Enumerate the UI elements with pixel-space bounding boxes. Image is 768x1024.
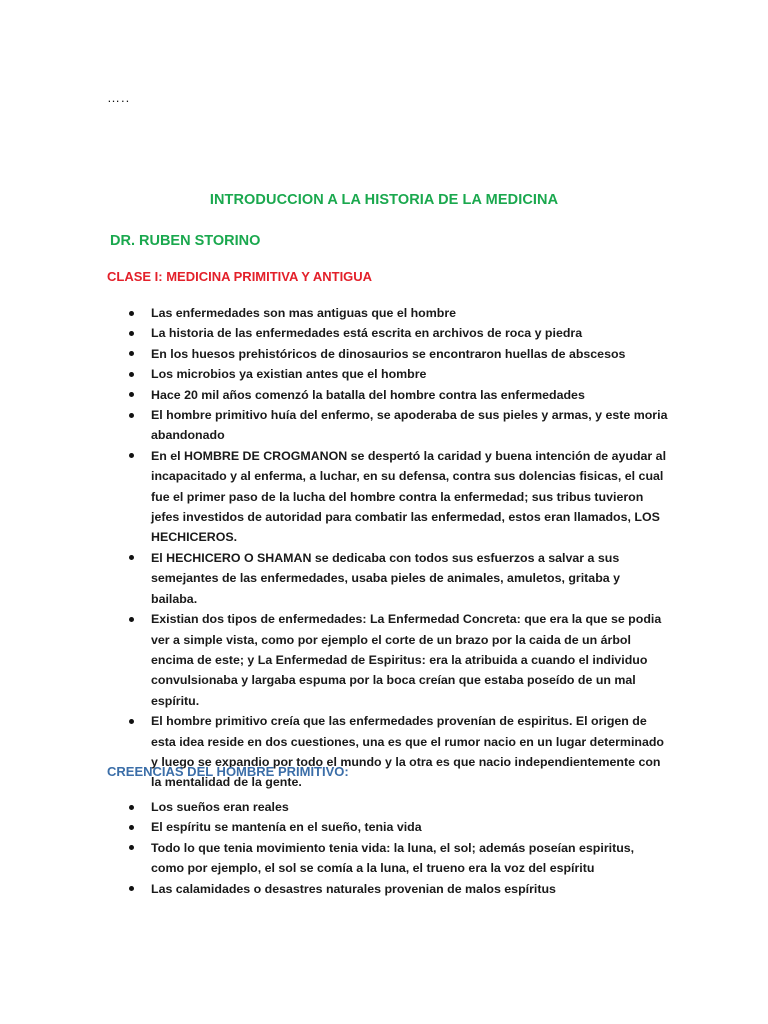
- bullet-list-creencias: [128, 797, 668, 899]
- list-item: [128, 879, 668, 899]
- bullet-icon: [129, 331, 134, 336]
- list-item: [128, 548, 668, 609]
- list-item-text: Las calamidades o desastres naturales provenian de malos espíritus: [151, 881, 556, 896]
- list-item-text: Las enfermedades son mas antiguas que el hombre: [151, 306, 457, 320]
- bullet-icon: [129, 555, 134, 560]
- list-item-text: Todo lo que tenia movimiento tenia vida: la luna, el sol; además poseían espiritus, como por ejemplo, el sol se comía a la luna, el trueno era la voz del espíritu: [151, 840, 635, 876]
- bullet-icon: [129, 845, 134, 850]
- bullet-icon: [129, 392, 134, 397]
- list-item: [128, 344, 668, 364]
- list-item: [128, 446, 668, 548]
- list-item: [128, 385, 668, 405]
- list-item: [128, 711, 668, 793]
- author-name: DR. RUBEN STORINO: [110, 233, 261, 249]
- list-item: [128, 323, 668, 343]
- list-item-text: En el HOMBRE DE CROGMANON se despertó la caridad y buena intención de ayudar al incapacitado y al enferma, a luchar, en su defensa, contra sus dolencias fisicas, el cual fue el primer paso de la lucha del hombre contra la enfermedad; sus tribus tuvieron jefes investidos de autoridad para combatir las enfermedad, estos eran llamados, LOS HECHICEROS.: [151, 448, 667, 545]
- bullet-list-medicina-primitiva: [128, 303, 668, 793]
- list-item-text: El hombre primitivo creía que las enfermedades provenían de espiritus. El origen de esta idea reside en dos cuestiones, una es que el rumor nacio en un lugar determinado y luego se expandio por todo el mundo y la otra es que nacio independientemente con la mentalidad de la gente.: [151, 714, 664, 790]
- list-item-text: Existian dos tipos de enfermedades: La Enfermedad Concreta: que era la que se podia ver a simple vista, como por ejemplo el corte de un brazo por la caida de un árbol encima de este; y La Enfermedad de Espiritus: era la atribuida a cuando el individuo convulsionaba y largaba espuma por la boca creían que estaba poseído de un mal espíritu.: [151, 612, 662, 708]
- list-item-text: El HECHICERO O SHAMAN se dedicaba con todos sus esfuerzos a salvar a sus semejantes de las enfermedades, usaba pieles de animales, amuletos, gritaba y bailaba.: [151, 550, 620, 606]
- ellipsis-text: …..: [107, 90, 131, 105]
- bullet-icon: [129, 825, 134, 830]
- bullet-icon: [129, 805, 134, 810]
- list-item: [128, 817, 668, 837]
- section-heading-creencias: CREENCIAS DEL HOMBRE PRIMITIVO:: [107, 764, 349, 779]
- bullet-icon: [129, 886, 134, 891]
- list-item: [128, 303, 668, 323]
- bullet-icon: [129, 453, 134, 458]
- bullet-icon: [129, 351, 134, 356]
- list-item: [128, 609, 668, 711]
- list-item-text: Hace 20 mil años comenzó la batalla del hombre contra las enfermedades: [151, 387, 585, 402]
- list-item: [128, 797, 668, 817]
- section-heading-clase-1: CLASE I: MEDICINA PRIMITIVA Y ANTIGUA: [107, 269, 373, 284]
- list-item: [128, 405, 668, 446]
- list-item-text: Los sueños eran reales: [151, 800, 289, 814]
- list-item: [128, 364, 668, 384]
- list-item-text: Los microbios ya existian antes que el hombre: [151, 367, 427, 382]
- list-item-text: En los huesos prehistóricos de dinosaurios se encontraron huellas de abscesos: [151, 346, 626, 361]
- bullet-icon: [129, 413, 134, 418]
- bullet-icon: [129, 311, 134, 316]
- list-item-text: El espíritu se mantenía en el sueño, tenia vida: [151, 820, 422, 835]
- bullet-icon: [129, 372, 134, 377]
- bullet-icon: [129, 719, 134, 724]
- document-title: INTRODUCCION A LA HISTORIA DE LA MEDICINA: [209, 192, 559, 208]
- list-item-text: La historia de las enfermedades está escrita en archivos de roca y piedra: [151, 326, 583, 341]
- list-item-text: El hombre primitivo huía del enfermo, se apoderaba de sus pieles y armas, y este moria abandonado: [151, 408, 668, 443]
- list-item: [128, 838, 668, 879]
- bullet-icon: [129, 617, 134, 622]
